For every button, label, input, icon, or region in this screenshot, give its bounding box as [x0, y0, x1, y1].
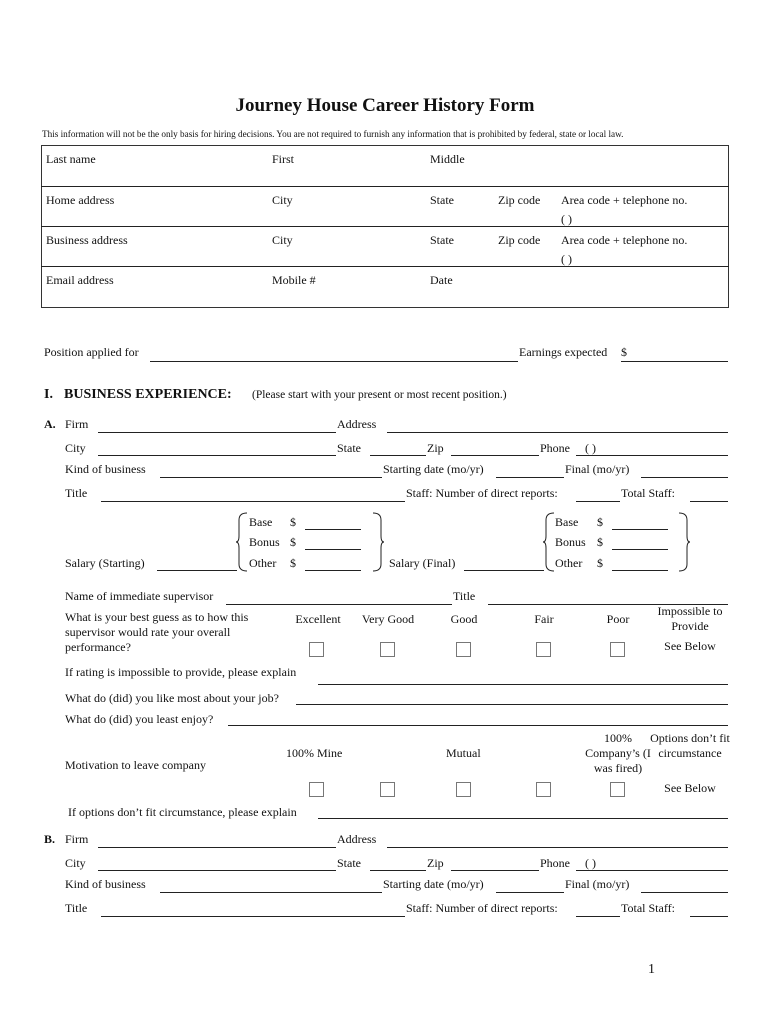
- rating-option-excellent: Excellent: [295, 612, 341, 626]
- final-date-field[interactable]: [641, 477, 728, 478]
- other-final-field[interactable]: [612, 570, 668, 571]
- direct-reports-label: Staff: Number of direct reports:: [406, 486, 558, 500]
- earnings-expected-field[interactable]: [621, 361, 728, 362]
- title-field[interactable]: [101, 501, 405, 502]
- base-label: Base: [249, 515, 273, 529]
- position-applied-field[interactable]: [150, 361, 518, 362]
- business-address-label: Business address: [46, 233, 128, 247]
- kind-of-business-field[interactable]: [160, 892, 382, 893]
- phone-field[interactable]: [576, 870, 728, 871]
- other-dollar: $: [290, 556, 296, 570]
- base-starting-field[interactable]: [305, 529, 361, 530]
- motivation-checkbox[interactable]: [536, 782, 551, 797]
- date-label: Date: [430, 273, 453, 287]
- firm-label: Firm: [65, 832, 89, 846]
- bonus-label: Bonus: [555, 535, 586, 549]
- section-heading: BUSINESS EXPERIENCE:: [64, 387, 232, 402]
- motivation-mine-option: 100% Mine: [286, 746, 343, 760]
- contact-row-divider: [41, 186, 729, 187]
- earnings-expected-label: Earnings expected: [519, 345, 608, 359]
- starting-date-label: Starting date (mo/yr): [383, 462, 484, 476]
- rating-option-very-good: Very Good: [361, 612, 415, 626]
- salary-starting-field[interactable]: [157, 570, 237, 571]
- kind-of-business-field[interactable]: [160, 477, 382, 478]
- kind-of-business-label: Kind of business: [65, 462, 146, 476]
- contact-row-divider: [41, 226, 729, 227]
- business-phone-paren: ( ): [561, 252, 572, 266]
- bonus-starting-field[interactable]: [305, 549, 361, 550]
- first-name-label: First: [272, 152, 295, 166]
- phone-paren: ( ): [585, 441, 596, 455]
- starting-date-label: Starting date (mo/yr): [383, 877, 484, 891]
- rating-option-impossible: Impossible to Provide: [657, 604, 723, 633]
- direct-reports-field[interactable]: [576, 916, 620, 917]
- city-label: City: [65, 856, 86, 870]
- final-date-label: Final (mo/yr): [565, 877, 630, 891]
- supervisor-title-label: Title: [453, 589, 476, 603]
- left-brace-icon: [236, 512, 248, 572]
- motivation-explain-field[interactable]: [318, 818, 728, 819]
- firm-field[interactable]: [98, 847, 336, 848]
- state-field[interactable]: [370, 455, 426, 456]
- earnings-dollar: $: [621, 345, 627, 359]
- middle-name-label: Middle: [430, 152, 465, 166]
- home-city-label: City: [272, 193, 293, 207]
- state-label: State: [337, 441, 361, 455]
- rating-option-good: Good: [450, 612, 478, 626]
- zip-label: Zip: [427, 856, 444, 870]
- starting-date-field[interactable]: [496, 892, 564, 893]
- city-field[interactable]: [98, 455, 336, 456]
- home-phone-label: Area code + telephone no.: [561, 193, 688, 207]
- address-label: Address: [337, 417, 377, 431]
- final-date-field[interactable]: [641, 892, 728, 893]
- base-label: Base: [555, 515, 579, 529]
- direct-reports-label: Staff: Number of direct reports:: [406, 901, 558, 915]
- base-dollar: $: [290, 515, 296, 529]
- total-staff-label: Total Staff:: [621, 901, 675, 915]
- kind-of-business-label: Kind of business: [65, 877, 146, 891]
- rating-explain-label: If rating is impossible to provide, please explain: [65, 665, 297, 679]
- address-label: Address: [337, 832, 377, 846]
- final-date-label: Final (mo/yr): [565, 462, 630, 476]
- motivation-explain-label: If options don’t fit circumstance, please explain: [68, 805, 297, 819]
- disclaimer-text: This information will not be the only basis for hiring decisions. You are not required to furnish any information that is prohibited by federal, state or local law.: [42, 129, 624, 139]
- home-phone-paren: ( ): [561, 212, 572, 226]
- least-enjoy-field[interactable]: [228, 725, 728, 726]
- home-address-label: Home address: [46, 193, 115, 207]
- salary-final-label: Salary (Final): [389, 556, 456, 570]
- motivation-company-option: 100% Company’s (I was fired): [585, 731, 651, 775]
- rating-option-fair: Fair: [534, 612, 554, 626]
- other-starting-field[interactable]: [305, 570, 361, 571]
- phone-label: Phone: [540, 441, 570, 455]
- left-brace-icon: [543, 512, 555, 572]
- salary-starting-label: Salary (Starting): [65, 556, 145, 570]
- last-name-label: Last name: [46, 152, 96, 166]
- business-phone-label: Area code + telephone no.: [561, 233, 688, 247]
- rating-good-checkbox[interactable]: [456, 642, 471, 657]
- city-label: City: [65, 441, 86, 455]
- motivation-mutual-checkbox[interactable]: [456, 782, 471, 797]
- supervisor-name-field[interactable]: [226, 604, 452, 605]
- business-zip-label: Zip code: [498, 233, 541, 247]
- contact-row-divider: [41, 266, 729, 267]
- state-field[interactable]: [370, 870, 426, 871]
- salary-final-field[interactable]: [464, 570, 544, 571]
- section-note: (Please start with your present or most recent position.): [252, 389, 507, 401]
- motivation-mine-checkbox[interactable]: [309, 782, 324, 797]
- bonus-label: Bonus: [249, 535, 280, 549]
- motivation-see-below: See Below: [664, 781, 716, 795]
- title-label: Title: [65, 486, 88, 500]
- section-numeral: I.: [44, 387, 53, 402]
- city-field[interactable]: [98, 870, 336, 871]
- base-final-field[interactable]: [612, 529, 668, 530]
- zip-field[interactable]: [451, 455, 539, 456]
- least-enjoy-label: What do (did) you least enjoy?: [65, 712, 214, 726]
- title-label: Title: [65, 901, 88, 915]
- right-brace-icon: [372, 512, 384, 572]
- form-title: Journey House Career History Form: [235, 95, 535, 116]
- firm-field[interactable]: [98, 432, 336, 433]
- motivation-label: Motivation to leave company: [65, 758, 206, 772]
- page-number: 1: [648, 962, 655, 977]
- phone-label: Phone: [540, 856, 570, 870]
- home-state-label: State: [430, 193, 454, 207]
- other-label: Other: [249, 556, 277, 570]
- motivation-mutual-option: Mutual: [446, 746, 481, 760]
- like-most-label: What do (did) you like most about your job?: [65, 691, 279, 705]
- motivation-fired-checkbox[interactable]: [610, 782, 625, 797]
- email-label: Email address: [46, 273, 114, 287]
- zip-field[interactable]: [451, 870, 539, 871]
- other-dollar: $: [597, 556, 603, 570]
- business-state-label: State: [430, 233, 454, 247]
- base-dollar: $: [597, 515, 603, 529]
- total-staff-label: Total Staff:: [621, 486, 675, 500]
- bonus-final-field[interactable]: [612, 549, 668, 550]
- bonus-dollar: $: [290, 535, 296, 549]
- like-most-field[interactable]: [296, 704, 728, 705]
- rating-excellent-checkbox[interactable]: [309, 642, 324, 657]
- title-field[interactable]: [101, 916, 405, 917]
- phone-field[interactable]: [576, 455, 728, 456]
- firm-label: Firm: [65, 417, 89, 431]
- home-zip-label: Zip code: [498, 193, 541, 207]
- mobile-label: Mobile #: [272, 273, 316, 287]
- employer-a-letter: A.: [44, 417, 56, 431]
- rating-poor-checkbox[interactable]: [610, 642, 625, 657]
- employer-b-letter: B.: [44, 832, 56, 846]
- direct-reports-field[interactable]: [576, 501, 620, 502]
- rating-very-good-checkbox[interactable]: [380, 642, 395, 657]
- address-field[interactable]: [387, 432, 728, 433]
- rating-fair-checkbox[interactable]: [536, 642, 551, 657]
- rating-explain-field[interactable]: [318, 684, 728, 685]
- bonus-dollar: $: [597, 535, 603, 549]
- rating-see-below: See Below: [664, 639, 716, 653]
- total-staff-field[interactable]: [690, 916, 728, 917]
- other-label: Other: [555, 556, 583, 570]
- phone-paren: ( ): [585, 856, 596, 870]
- right-brace-icon: [678, 512, 690, 572]
- zip-label: Zip: [427, 441, 444, 455]
- business-city-label: City: [272, 233, 293, 247]
- starting-date-field[interactable]: [496, 477, 564, 478]
- motivation-checkbox[interactable]: [380, 782, 395, 797]
- address-field[interactable]: [387, 847, 728, 848]
- rating-option-poor: Poor: [606, 612, 630, 626]
- state-label: State: [337, 856, 361, 870]
- position-applied-label: Position applied for: [44, 345, 139, 359]
- supervisor-name-label: Name of immediate supervisor: [65, 589, 214, 603]
- total-staff-field[interactable]: [690, 501, 728, 502]
- motivation-dont-fit-option: Options don’t fit circumstance: [650, 731, 730, 760]
- rating-question: What is your best guess as to how this supervisor would rate your overall performance?: [65, 610, 249, 654]
